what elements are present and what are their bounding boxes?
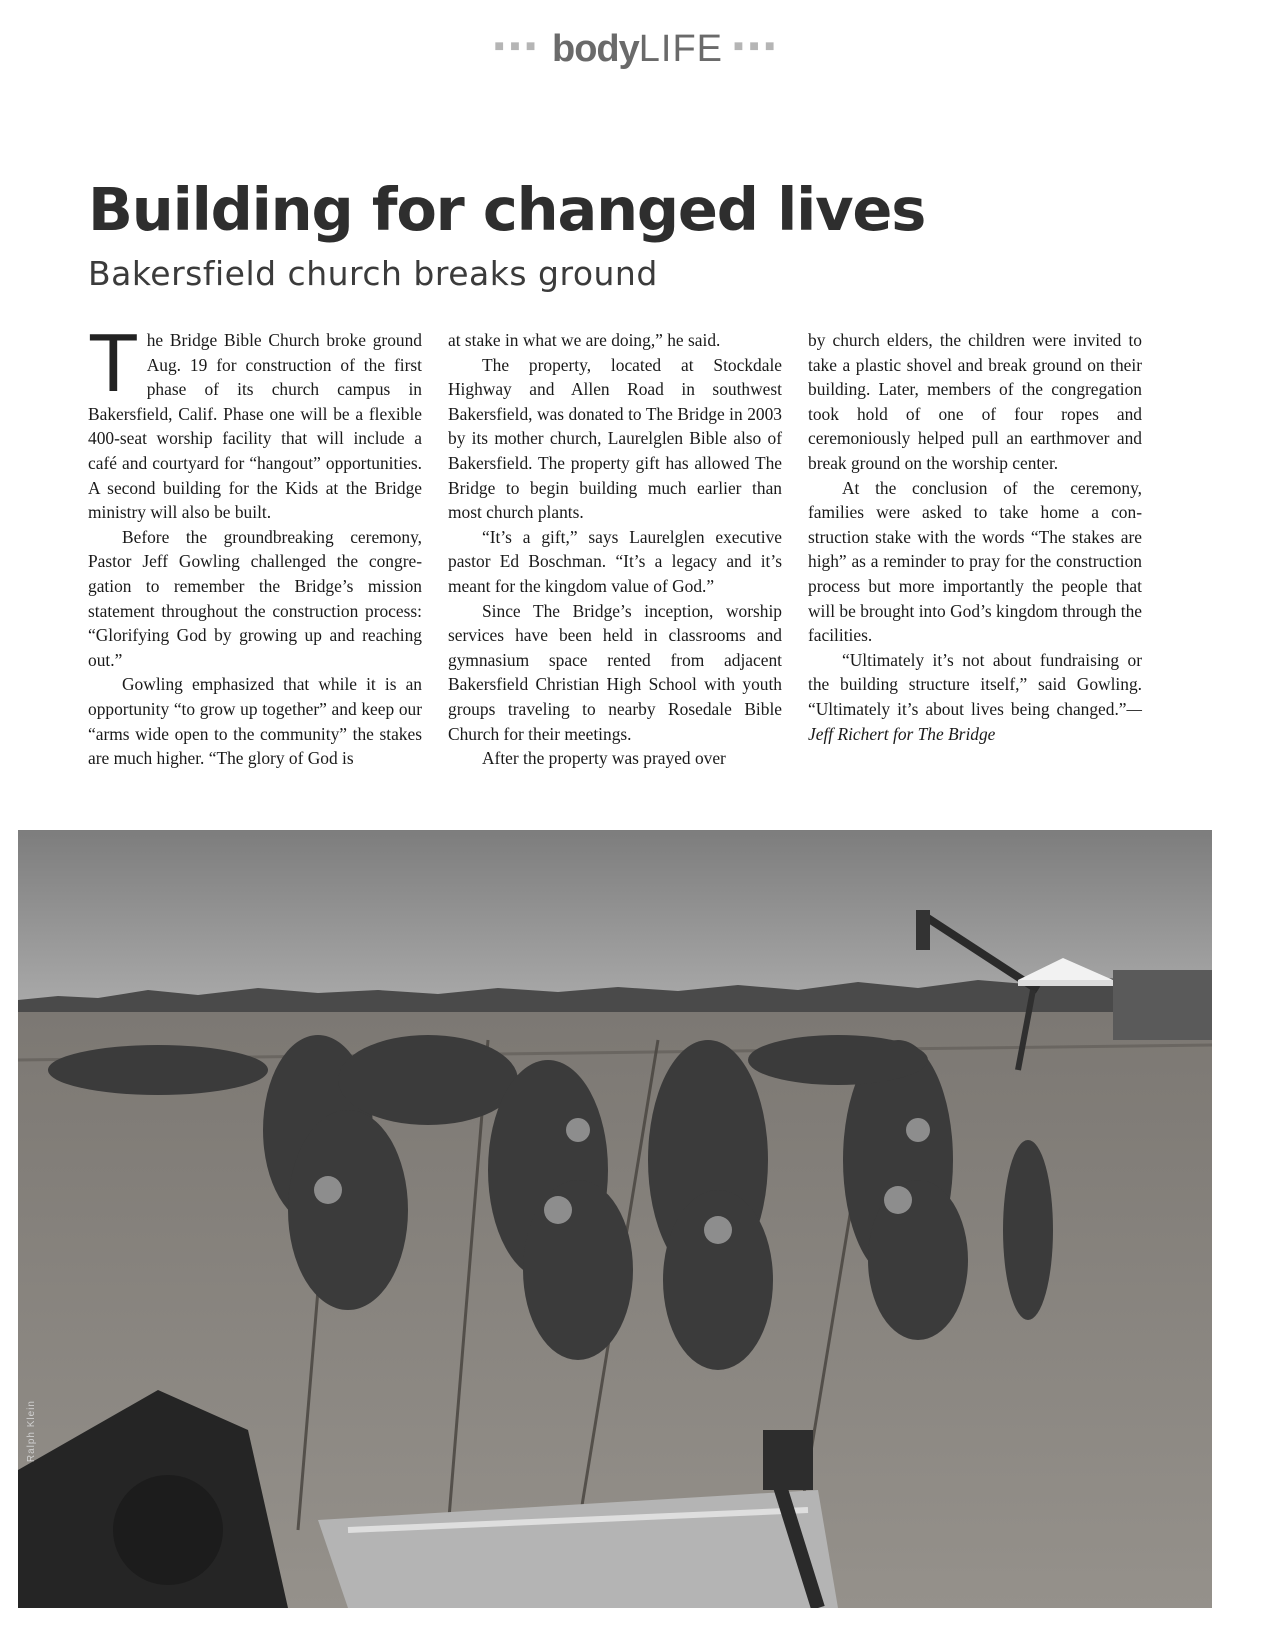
article-subheadline: Bakersfield church breaks ground xyxy=(88,254,658,293)
paragraph: The property, located at Stockdale Highway and Allen Road in southwest Bakersfield, was donated to The Bridge in 2003 by its mother church, Laurelglen Bible also of Bakersfield. The property gift has allowed The Bridge to begin building much earlier than most church plants. xyxy=(448,354,782,523)
groundbreaking-photo xyxy=(18,830,1212,1608)
paragraph: Since The Bridge’s inception, worship services have been held in classrooms and gymnasium space rented from adjacent Bakersfield Christian High School with youth groups traveling to nearby Rosedale Bible Church for their meetings. xyxy=(448,600,782,744)
paragraph: Gowling emphasized that while it is an opportunity “to grow up together” and keep our “arms wide open to the community” the stakes are much higher. “The glory of God is xyxy=(88,674,422,769)
paragraph xyxy=(808,648,1142,746)
paragraph: by church elders, the children were invited to take a plastic shovel and break ground on their building. Later, members of the congregation took hold of one of four ropes and ceremoniously helped pull an earthmover and break ground on the worship center. xyxy=(808,330,1142,473)
section-header xyxy=(0,28,1275,72)
paragraph: After the property was prayed over xyxy=(482,748,726,769)
photo-illustration xyxy=(18,830,1212,1608)
paragraph: at stake in what we are doing,” he said. xyxy=(448,330,721,350)
building xyxy=(1113,970,1212,1040)
header-life-word: LIFE xyxy=(638,28,724,70)
paragraph-text: “Ultimately it’s not about fundraising or the building structure itself,” said Gowling. “Ultimately it’s about lives being changed.” xyxy=(808,649,1142,719)
byline: —Jeff Richert for The Bridge xyxy=(808,698,1142,744)
article-column-3 xyxy=(808,328,1142,746)
header-dots-left: ■■■ xyxy=(494,37,542,55)
paragraph: Before the groundbreaking ceremony, Pastor Jeff Gowling challenged the congregation to remember the Bridge’s mission statement throughout the construction process: “Glorifying God by growing up and reaching out.” xyxy=(88,526,422,670)
article-column-1 xyxy=(88,316,422,771)
article-column-2 xyxy=(448,328,782,771)
header-dots-right: ■■■ xyxy=(733,37,781,55)
drop-cap: T xyxy=(88,316,139,409)
header-body-word: body xyxy=(551,28,639,70)
photo-credit: Ralph Klein xyxy=(26,1400,37,1463)
paragraph xyxy=(88,316,422,525)
paragraph: At the conclusion of the ceremony, families were asked to take home a construction stake with the words “The stakes are high” as a reminder to pray for the construction process but more importantly the people that will be brought into God’s kingdom through the facilities. xyxy=(808,477,1142,646)
article-headline: Building for changed lives xyxy=(88,175,926,244)
paragraph: “It’s a gift,” says Laurelglen executive pastor Ed Boschman. “It’s a legacy and it’s meant for the kingdom value of God.” xyxy=(448,526,782,596)
paragraph-text: he Bridge Bible Church broke ground Aug. 19 for construction of the first phase of its church campus in Bakersfield, Calif. Phase one will be a flexible 400-seat worship facility that will include a café and courtyard for “hangout” opportunities. A second building for the Kids at the Bridge ministry will also be built. xyxy=(88,330,422,523)
